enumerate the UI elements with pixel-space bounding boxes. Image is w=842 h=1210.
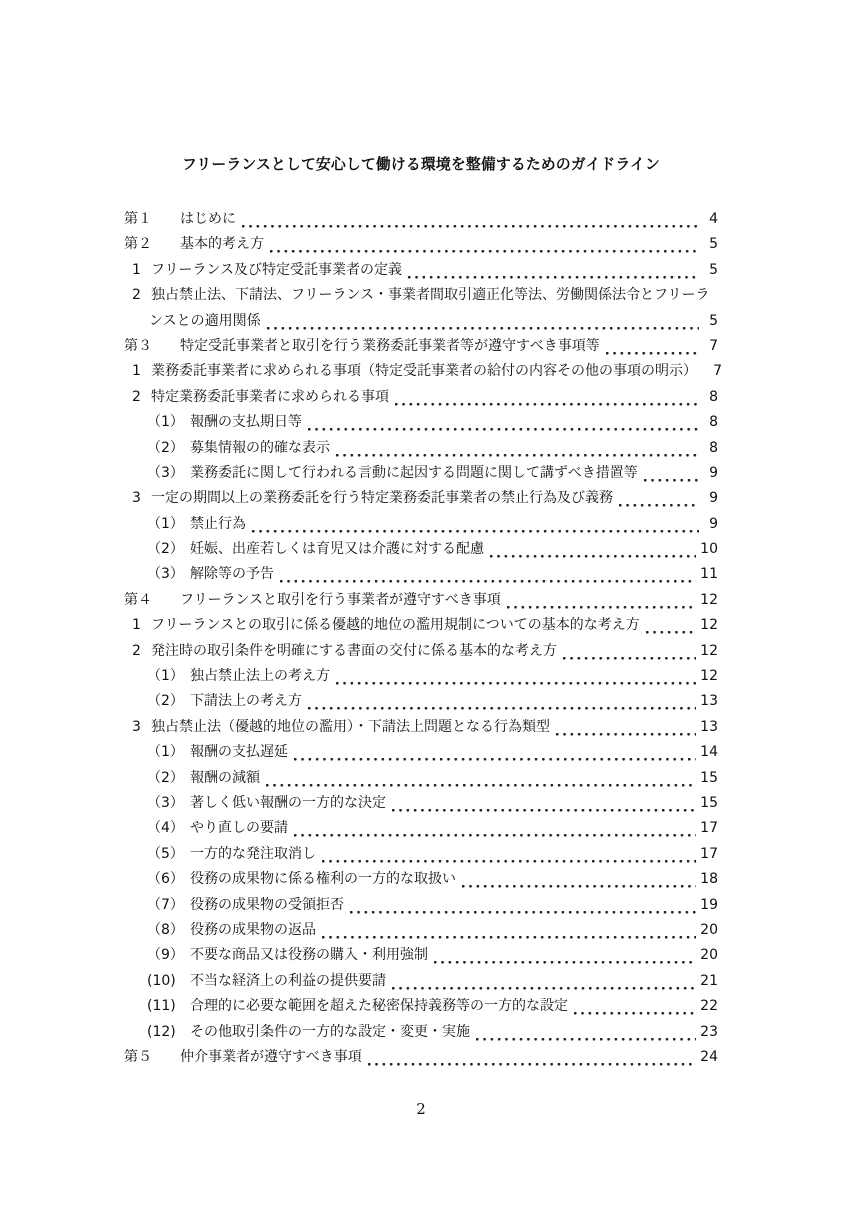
- toc-entry: [124, 969, 718, 994]
- toc-entry-label: （1）: [147, 744, 184, 761]
- toc-entry-label: （2）: [147, 541, 184, 558]
- toc-entry: [124, 562, 718, 587]
- toc-entry: [124, 613, 718, 638]
- toc-entry-label: (12): [147, 1023, 176, 1040]
- toc-entry-text: フリーランスと取引を行う事業者が遵守すべき事項: [180, 591, 501, 608]
- toc-entry: [124, 867, 718, 892]
- toc-entry-page: 12: [700, 591, 718, 608]
- toc-entry-label: 第１: [124, 211, 152, 227]
- toc-entry-text: 不要な商品又は役務の購入・利用強制: [190, 947, 428, 964]
- toc-entry-page: 23: [700, 1023, 718, 1040]
- toc-leader-dots: [308, 410, 699, 435]
- toc-entry: [124, 359, 722, 384]
- toc-entry-label: （2）: [147, 769, 184, 786]
- toc-entry-label: 第５: [124, 1048, 152, 1065]
- toc-entry-label: （9）: [147, 947, 184, 964]
- toc-entry-page: 20: [700, 921, 718, 938]
- toc-entry-label: （4）: [147, 820, 184, 837]
- toc-entry-page: 17: [700, 845, 718, 862]
- toc-leader-dots: [408, 258, 699, 283]
- toc-entry-text: フリーランスとの取引に係る優越的地位の濫用規制についての基本的な考え方: [151, 617, 640, 634]
- toc-entry: [124, 893, 718, 918]
- toc-entry: [124, 689, 718, 714]
- toc-leader-dots: [476, 1020, 696, 1045]
- toc-entry: [124, 994, 718, 1019]
- toc-entry-label: （5）: [147, 845, 184, 862]
- toc-entry-page: 10: [700, 541, 718, 558]
- toc-leader-dots: [507, 588, 696, 613]
- toc-leader-dots: [252, 512, 699, 537]
- toc-entry-page: 9: [709, 490, 718, 507]
- toc-entry-label: （1）: [147, 414, 184, 431]
- toc-entry-text: やり直しの要請: [190, 820, 288, 837]
- toc-leader-dots: [619, 486, 699, 511]
- page-number: 2: [416, 1100, 426, 1118]
- toc-entry: [124, 715, 718, 740]
- toc-entry: [124, 207, 718, 232]
- toc-entry: [124, 816, 718, 841]
- toc-entry-label: （7）: [147, 896, 184, 913]
- toc-entry-text: フリーランス及び特定受託事業者の定義: [151, 261, 403, 278]
- toc-entry-label: (10): [147, 972, 176, 989]
- toc-entry: [124, 512, 718, 537]
- toc-entry-text: 報酬の支払遅延: [190, 744, 288, 761]
- toc-leader-dots: [434, 943, 696, 968]
- toc-leader-dots: [462, 867, 696, 892]
- toc-leader-dots: [606, 334, 699, 359]
- toc-entry: [124, 664, 718, 689]
- toc-entry-text: その他取引条件の一方的な設定・変更・実施: [190, 1023, 470, 1040]
- toc-entry-text: はじめに: [180, 211, 236, 227]
- toc-leader-dots: [644, 461, 699, 486]
- toc-leader-dots: [280, 562, 696, 587]
- toc-entry-label: 2: [132, 388, 141, 405]
- toc-leader-dots: [242, 207, 699, 232]
- toc-leader-dots: [392, 969, 696, 994]
- toc-entry-label: 1: [132, 363, 141, 380]
- toc-entry-text: 仲介事業者が遵守すべき事項: [180, 1048, 362, 1065]
- toc-entry-text: 報酬の支払期日等: [190, 414, 302, 431]
- toc-entry-label: （1）: [147, 668, 184, 685]
- toc-entry-text: 役務の成果物に係る権利の一方的な取扱い: [190, 871, 456, 888]
- toc-leader-dots: [646, 613, 696, 638]
- toc-entry-text: 不当な経済上の利益の提供要請: [190, 972, 386, 989]
- toc-leader-dots: [392, 791, 696, 816]
- toc-entry-page: 12: [700, 642, 718, 659]
- toc-entry-text: 基本的考え方: [180, 236, 264, 253]
- toc-entry: [124, 232, 718, 257]
- toc-leader-dots: [266, 766, 696, 791]
- toc-entry-text: 報酬の減額: [190, 769, 260, 786]
- toc-entry-page: 7: [713, 363, 722, 380]
- toc-entry-page: 17: [700, 820, 718, 837]
- toc-entry-label: （8）: [147, 921, 184, 938]
- toc-entry-label: (11): [147, 998, 176, 1015]
- toc-entry-page: 24: [700, 1048, 718, 1065]
- toc-entry-page: 8: [709, 388, 718, 405]
- toc-entry-page: 5: [709, 261, 718, 278]
- toc-leader-dots: [322, 918, 696, 943]
- toc-entry-label: 1: [132, 261, 141, 278]
- toc-entry-label: 第４: [124, 591, 152, 608]
- toc-entry-page: 20: [700, 947, 718, 964]
- toc-entry-label: （1）: [147, 515, 184, 532]
- toc-leader-dots: [336, 664, 696, 689]
- toc-leader-dots: [574, 994, 696, 1019]
- toc-leader-dots: [294, 740, 696, 765]
- toc-entry-page: 21: [700, 972, 718, 989]
- toc-entry-text: 著しく低い報酬の一方的な決定: [190, 794, 386, 811]
- toc-entry-page: 12: [700, 668, 718, 685]
- toc-entry-label: 3: [132, 490, 141, 507]
- toc-entry-page: 19: [700, 896, 718, 913]
- toc-entry-page: 9: [709, 464, 718, 481]
- toc-entry-page: 4: [709, 211, 718, 227]
- toc-entry-label: 2: [132, 287, 141, 304]
- toc-entry: [124, 410, 718, 435]
- toc-entry: [124, 791, 718, 816]
- toc-entry-text: 発注時の取引条件を明確にする書面の交付に係る基本的な考え方: [151, 642, 557, 659]
- toc-entry: [124, 943, 718, 968]
- toc-leader-dots: [395, 385, 699, 410]
- toc-entry-page: 5: [709, 236, 718, 253]
- toc-entry: [124, 1045, 718, 1070]
- toc-entry: [124, 537, 718, 562]
- toc-entry: [124, 766, 718, 791]
- toc-entry-text: 禁止行為: [190, 515, 246, 532]
- toc-entry-text: ンスとの適用関係: [149, 312, 261, 329]
- toc-entry-page: 7: [709, 337, 718, 354]
- toc-entry-label: 3: [132, 718, 141, 735]
- toc-leader-dots: [322, 842, 696, 867]
- toc-leader-dots: [336, 436, 699, 461]
- toc-entry: [124, 639, 718, 664]
- toc-entry-page: 13: [700, 718, 718, 735]
- toc-entry-text: 合理的に必要な範囲を超えた秘密保持義務等の一方的な設定: [190, 998, 568, 1015]
- toc-entry-text: 役務の成果物の受領拒否: [190, 896, 344, 913]
- toc-entry: [124, 436, 718, 461]
- toc-leader-dots: [294, 816, 696, 841]
- toc-entry-page: 11: [700, 566, 718, 583]
- toc-entry-label: （3）: [147, 794, 184, 811]
- toc-leader-dots: [267, 309, 699, 334]
- toc-entry: [124, 1020, 718, 1045]
- toc-entry-label: 第３: [124, 337, 152, 354]
- toc-entry-label: 第２: [124, 236, 152, 253]
- toc-entry-page: 22: [700, 998, 718, 1015]
- toc-entry-page: 13: [700, 693, 718, 710]
- toc-leader-dots: [350, 893, 696, 918]
- toc-entry: [124, 918, 718, 943]
- toc-leader-dots: [490, 537, 696, 562]
- toc-entry-page: 18: [700, 871, 718, 888]
- toc-leader-dots: [308, 689, 696, 714]
- toc-entry: [124, 334, 718, 359]
- toc-entry-text: 独占禁止法（優越的地位の濫用）・下請法上問題となる行為類型: [151, 718, 550, 735]
- toc-entry: [124, 842, 718, 867]
- toc-entry: [124, 385, 718, 410]
- toc-leader-dots: [563, 639, 696, 664]
- toc-entry-label: （2）: [147, 439, 184, 456]
- toc-entry-page: 5: [709, 312, 718, 329]
- toc-entry-text: 独占禁止法、下請法、フリーランス・事業者間取引適正化等法、労働関係法令とフリーラ: [151, 287, 710, 304]
- toc-leader-dots: [556, 715, 696, 740]
- toc-entry-text: 下請法上の考え方: [190, 693, 302, 710]
- toc-entry-page: 12: [700, 617, 718, 634]
- toc-entry-page: 15: [700, 769, 718, 786]
- toc-entry-text: 妊娠、出産若しくは育児又は介護に対する配慮: [190, 541, 484, 558]
- toc-entry-page: 8: [709, 414, 718, 431]
- toc-entry: [124, 740, 718, 765]
- toc-entry: [124, 309, 718, 334]
- toc-entry-label: （3）: [147, 566, 184, 583]
- toc-entry-text: 一定の期間以上の業務委託を行う特定業務委託事業者の禁止行為及び義務: [151, 490, 613, 507]
- toc-entry-label: （3）: [147, 464, 184, 481]
- toc-entry: [124, 588, 718, 613]
- toc-entry: [124, 486, 718, 511]
- toc-entry: [124, 461, 718, 486]
- toc-entry-text: 役務の成果物の返品: [190, 921, 316, 938]
- toc-entry: [124, 258, 718, 283]
- toc-entry-text: 業務委託に関して行われる言動に起因する問題に関して講ずべき措置等: [190, 464, 638, 481]
- toc-entry-text: 特定受託事業者と取引を行う業務委託事業者等が遵守すべき事項等: [180, 337, 600, 354]
- toc-entry-text: 一方的な発注取消し: [190, 845, 316, 862]
- toc-entry-text: 募集情報の的確な表示: [190, 439, 330, 456]
- toc-leader-dots: [368, 1045, 696, 1070]
- toc-entry-page: 9: [709, 515, 718, 532]
- toc-leader-dots: [270, 232, 699, 257]
- toc-entry-text: 業務委託事業者に求められる事項（特定受託事業者の給付の内容その他の事項の明示）: [151, 363, 697, 380]
- toc-entry-page: 15: [700, 794, 718, 811]
- toc-entry-text: 解除等の予告: [190, 566, 274, 583]
- toc-entry-label: （2）: [147, 693, 184, 710]
- document-title: フリーランスとして安心して働ける環境を整備するためのガイドライン: [182, 156, 660, 173]
- table-of-contents: [124, 207, 722, 1070]
- toc-entry-label: 1: [132, 617, 141, 634]
- toc-entry-text: 特定業務委託事業者に求められる事項: [151, 388, 389, 405]
- toc-entry-text: 独占禁止法上の考え方: [190, 668, 330, 685]
- toc-entry-page: 8: [709, 439, 718, 456]
- toc-entry-page: 14: [700, 744, 718, 761]
- toc-entry-label: 2: [132, 642, 141, 659]
- toc-entry: [124, 283, 718, 308]
- toc-entry-label: （6）: [147, 871, 184, 888]
